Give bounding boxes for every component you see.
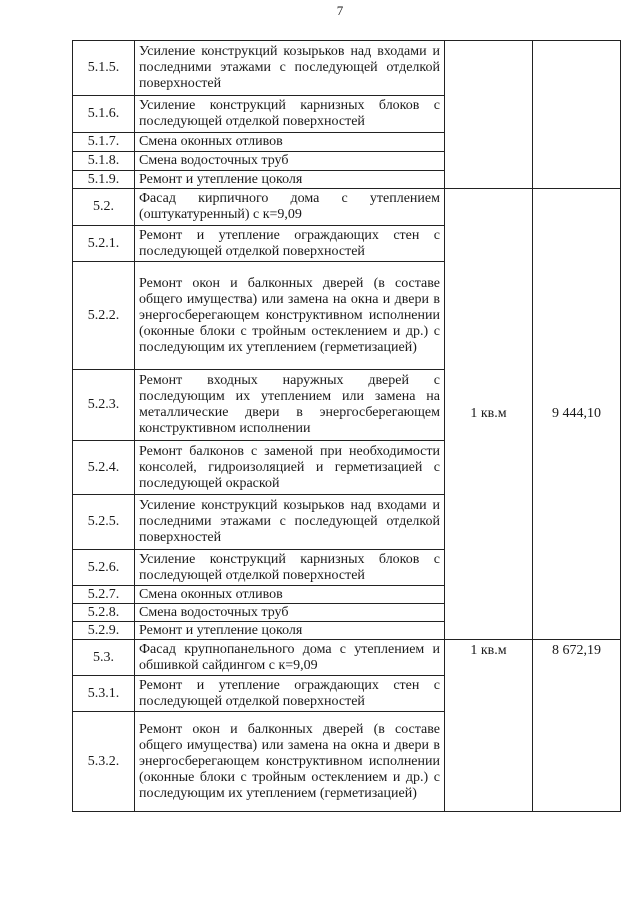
row-description: Ремонт и утепление цоколя [135, 622, 445, 640]
page-number: 7 [336, 3, 344, 18]
unit-cell: 1 кв.м [445, 640, 533, 812]
row-description: Ремонт окон и балконных дверей (в составе общего имущества) или замена на окна и двери в энергосберегающем конструктивном исполнении (оконные блоки с тройным остеклением и др.) с последующим их утеплением (герметизацией) [135, 262, 445, 370]
price-cell-empty [533, 41, 621, 189]
row-description: Фасад кирпичного дома с утеплением (оштукатуренный) с к=9,09 [135, 189, 445, 226]
row-code: 5.1.9. [73, 171, 135, 189]
row-description: Усиление конструкций карнизных блоков с последующей отделкой поверхностей [135, 96, 445, 133]
row-code: 5.2. [73, 189, 135, 226]
row-code: 5.3.1. [73, 676, 135, 712]
row-code: 5.3. [73, 640, 135, 676]
row-description: Смена водосточных труб [135, 152, 445, 171]
table-row [73, 640, 621, 676]
row-description: Смена оконных отливов [135, 133, 445, 152]
row-code: 5.2.2. [73, 262, 135, 370]
row-description: Усиление конструкций козырьков над входами и последними этажами с последующей отделкой поверхностей [135, 41, 445, 96]
table-row [73, 41, 621, 96]
row-description: Смена водосточных труб [135, 604, 445, 622]
row-code: 5.1.5. [73, 41, 135, 96]
row-description: Ремонт окон и балконных дверей (в составе общего имущества) или замена на окна и двери в энергосберегающем конструктивном исполнении (оконные блоки с тройным остеклением и др.) с последующим их утеплением (герметизацией) [135, 712, 445, 812]
row-code: 5.2.4. [73, 441, 135, 495]
row-description: Ремонт входных наружных дверей с последующим их утеплением или замена на металлические двери в энергосберегающем конструктивном исполнении [135, 370, 445, 441]
price-cell: 8 672,19 [533, 640, 621, 812]
row-description: Ремонт балконов с заменой при необходимости консолей, гидроизоляцией и герметизацией с последующей окраской [135, 441, 445, 495]
table-row [73, 189, 621, 226]
row-code: 5.1.8. [73, 152, 135, 171]
row-code: 5.2.7. [73, 586, 135, 604]
row-code: 5.2.1. [73, 226, 135, 262]
cost-table [72, 40, 621, 812]
row-description: Усиление конструкций козырьков над входами и последними этажами с последующей отделкой поверхностей [135, 495, 445, 550]
row-description: Ремонт и утепление ограждающих стен с последующей отделкой поверхностей [135, 676, 445, 712]
row-description: Смена оконных отливов [135, 586, 445, 604]
row-description: Усиление конструкций карнизных блоков с последующей отделкой поверхностей [135, 550, 445, 586]
row-description: Ремонт и утепление ограждающих стен с последующей отделкой поверхностей [135, 226, 445, 262]
row-code: 5.2.9. [73, 622, 135, 640]
unit-cell-empty [445, 41, 533, 189]
row-code: 5.2.3. [73, 370, 135, 441]
row-description: Фасад крупнопанельного дома с утеплением и обшивкой сайдингом с к=9,09 [135, 640, 445, 676]
row-code: 5.2.6. [73, 550, 135, 586]
price-cell: 9 444,10 [533, 189, 621, 640]
row-description: Ремонт и утепление цоколя [135, 171, 445, 189]
unit-cell: 1 кв.м [445, 189, 533, 640]
row-code: 5.2.5. [73, 495, 135, 550]
row-code: 5.1.7. [73, 133, 135, 152]
row-code: 5.2.8. [73, 604, 135, 622]
row-code: 5.1.6. [73, 96, 135, 133]
row-code: 5.3.2. [73, 712, 135, 812]
